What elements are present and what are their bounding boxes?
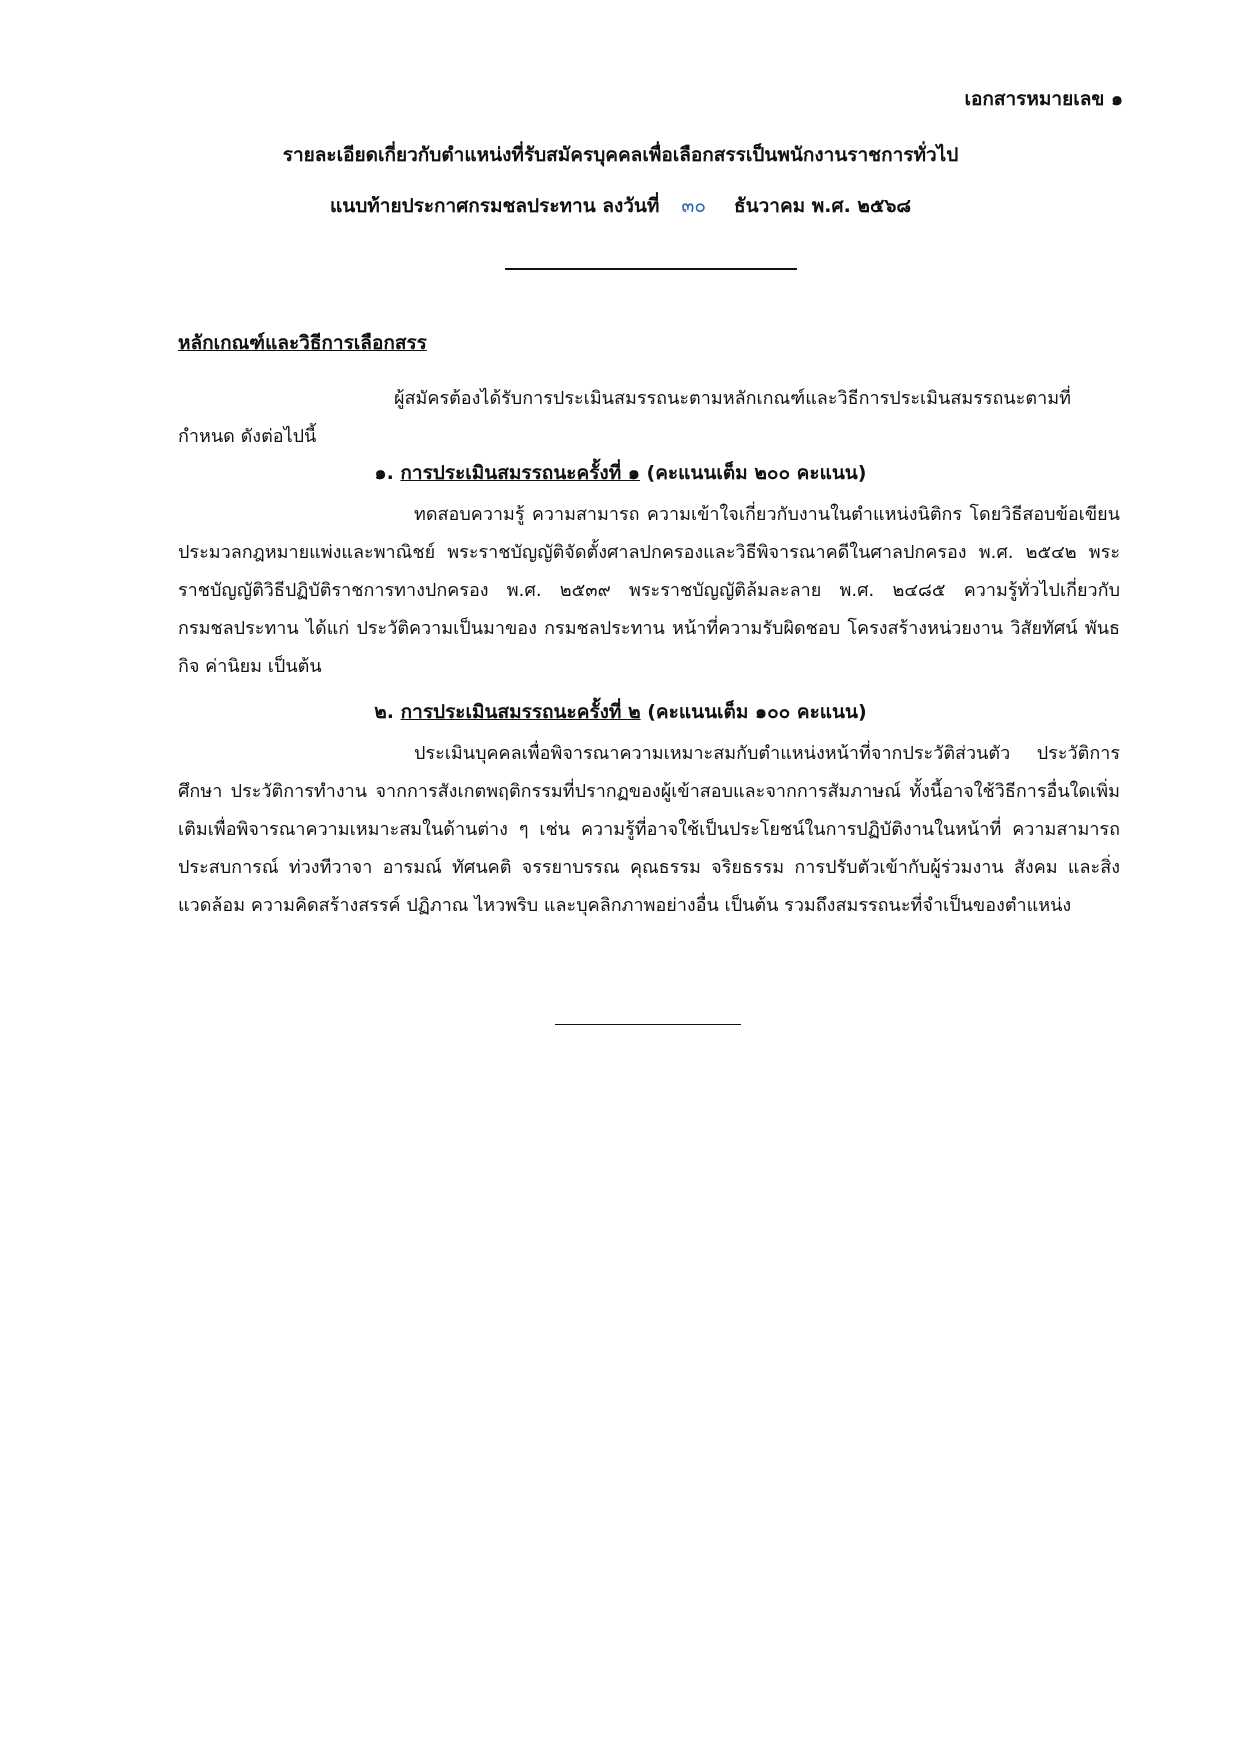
document-subtitle [0, 191, 1241, 221]
item-title: การประเมินสมรรถนะครั้งที่ ๒ [400, 701, 641, 723]
document-title: รายละเอียดเกี่ยวกับตำแหน่งที่รับสมัครบุคคลเพื่อเลือกสรรเป็นพนักงานราชการทั่วไป [282, 144, 959, 166]
item-heading-2 [0, 697, 1241, 727]
item-body-1: ทดสอบความรู้ ความสามารถ ความเข้าใจเกี่ยวกับงานในตำแหน่งนิติกร โดยวิธีสอบข้อเขียน ประมวลกฎหมายแพ่งและพาณิชย์ พระราชบัญญัติจัดตั้งศาลปกครองและวิธีพิจารณาคดีในศาลปกครอง พ.ศ. ๒๕๔๒ พระราชบัญญัติวิธีปฏิบัติราชการทางปกครอง พ.ศ. ๒๕๓๙ พระราชบัญญัติล้มละลาย พ.ศ. ๒๔๘๕ ความรู้ทั่วไปเกี่ยวกับกรมชลประทาน ได้แก่ ประวัติความเป็นมาของ กรมชลประทาน หน้าที่ความรับผิดชอบ โครงสร้างหน่วยงาน วิสัยทัศน์ พันธกิจ ค่านิยม เป็นต้น [178, 504, 1120, 677]
section-intro: ผู้สมัครต้องได้รับการประเมินสมรรถนะตามหลักเกณฑ์และวิธีการประเมินสมรรถนะตามที่กำหนด ดังต่อไปนี้ [178, 388, 1071, 447]
item-score: (คะแนนเต็ม ๒๐๐ คะแนน) [646, 462, 867, 484]
announcement-day: ๓๐ [681, 195, 707, 217]
title-divider [505, 268, 797, 270]
item-number: ๑. [374, 462, 394, 484]
item-heading-1 [0, 458, 1241, 488]
item-title: การประเมินสมรรถนะครั้งที่ ๑ [400, 462, 640, 484]
item-number: ๒. [374, 701, 395, 723]
item-body-2: ประเมินบุคคลเพื่อพิจารณาความเหมาะสมกับตำแหน่งหน้าที่จากประวัติส่วนตัว ประวัติการศึกษา ประวัติการทำงาน จากการสังเกตพฤติกรรมที่ปรากฏของผู้เข้าสอบและจากการสัมภาษณ์ ทั้งนี้อาจใช้วิธีการอื่นใดเพิ่มเติมเพื่อพิจารณาความเหมาะสมในด้านต่าง ๆ เช่น ความรู้ที่อาจใช้เป็นประโยชน์ในการปฏิบัติงานในหน้าที่ ความสามารถ ประสบการณ์ ท่วงทีวาจา อารมณ์ ทัศนคติ จรรยาบรรณ คุณธรรม จริยธรรม การปรับตัวเข้ากับผู้ร่วมงาน สังคม และสิ่งแวดล้อม ความคิดสร้างสรรค์ ปฏิภาณ ไหวพริบ และบุคลิกภาพอย่างอื่น เป็นต้น รวมถึงสมรรถนะที่จำเป็นของตำแหน่ง [178, 743, 1120, 916]
subtitle-prefix: แนบท้ายประกาศกรมชลประทาน ลงวันที่ [329, 195, 660, 217]
item-score: (คะแนนเต็ม ๑๐๐ คะแนน) [647, 701, 867, 723]
announcement-month-year: ธันวาคม พ.ศ. ๒๕๖๘ [734, 195, 912, 217]
end-divider [555, 1024, 741, 1025]
document-number: เอกสารหมายเลข ๑ [964, 88, 1123, 110]
section-heading: หลักเกณฑ์และวิธีการเลือกสรร [178, 332, 427, 354]
